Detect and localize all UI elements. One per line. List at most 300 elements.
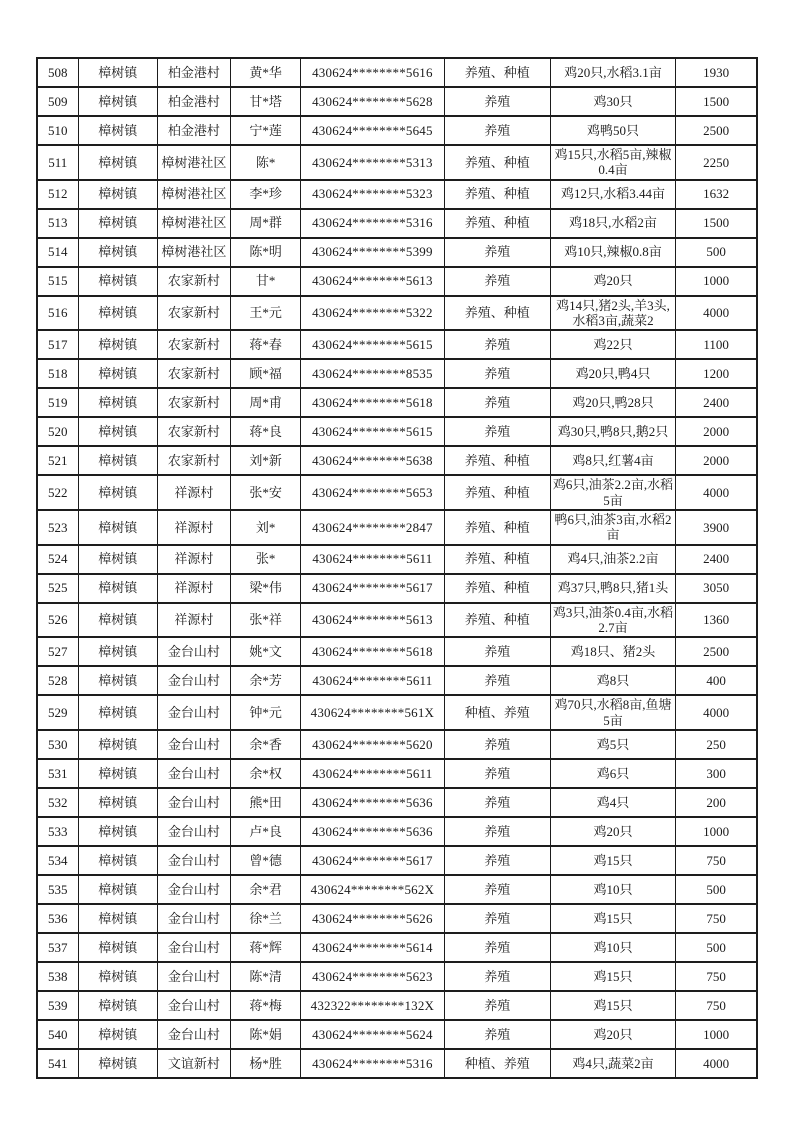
cell-amount: 750 bbox=[676, 846, 757, 875]
cell-category: 养殖、种植 bbox=[444, 209, 550, 238]
cell-seq: 534 bbox=[37, 846, 78, 875]
table-row bbox=[37, 87, 757, 116]
cell-amount: 4000 bbox=[676, 1049, 757, 1078]
cell-details: 鸡20只,鸭4只 bbox=[550, 359, 675, 388]
cell-village: 金台山村 bbox=[157, 962, 230, 991]
subsidy-table bbox=[36, 57, 758, 1079]
cell-name: 陈* bbox=[231, 145, 301, 180]
table-row bbox=[37, 574, 757, 603]
cell-details: 鸡4只,蔬菜2亩 bbox=[550, 1049, 675, 1078]
cell-village: 农家新村 bbox=[157, 267, 230, 296]
cell-category: 养殖 bbox=[444, 330, 550, 359]
cell-name: 张* bbox=[231, 545, 301, 574]
table-row bbox=[37, 116, 757, 145]
cell-details: 鸡18只,水稻2亩 bbox=[550, 209, 675, 238]
cell-name: 蒋*良 bbox=[231, 417, 301, 446]
cell-seq: 530 bbox=[37, 730, 78, 759]
cell-id_number: 430624********5618 bbox=[301, 388, 444, 417]
cell-name: 陈*娟 bbox=[231, 1020, 301, 1049]
cell-name: 蒋*辉 bbox=[231, 933, 301, 962]
cell-town: 樟树镇 bbox=[78, 574, 157, 603]
cell-seq: 512 bbox=[37, 180, 78, 209]
cell-amount: 1200 bbox=[676, 359, 757, 388]
cell-details: 鸡6只,油茶2.2亩,水稻5亩 bbox=[550, 475, 675, 510]
cell-category: 养殖、种植 bbox=[444, 574, 550, 603]
cell-town: 樟树镇 bbox=[78, 603, 157, 638]
cell-seq: 526 bbox=[37, 603, 78, 638]
cell-category: 养殖 bbox=[444, 875, 550, 904]
cell-amount: 1930 bbox=[676, 58, 757, 87]
table-row bbox=[37, 58, 757, 87]
cell-name: 甘* bbox=[231, 267, 301, 296]
cell-name: 徐*兰 bbox=[231, 904, 301, 933]
cell-details: 鸡5只 bbox=[550, 730, 675, 759]
cell-name: 姚*文 bbox=[231, 637, 301, 666]
cell-details: 鸡15只,水稻5亩,辣椒0.4亩 bbox=[550, 145, 675, 180]
cell-details: 鸡8只,红薯4亩 bbox=[550, 446, 675, 475]
cell-amount: 2250 bbox=[676, 145, 757, 180]
cell-seq: 540 bbox=[37, 1020, 78, 1049]
cell-village: 祥源村 bbox=[157, 475, 230, 510]
cell-details: 鸡15只 bbox=[550, 991, 675, 1020]
cell-id_number: 430624********5638 bbox=[301, 446, 444, 475]
cell-amount: 2000 bbox=[676, 417, 757, 446]
table-body bbox=[37, 58, 757, 1078]
cell-id_number: 430624********5613 bbox=[301, 603, 444, 638]
cell-town: 樟树镇 bbox=[78, 209, 157, 238]
cell-town: 樟树镇 bbox=[78, 145, 157, 180]
cell-village: 农家新村 bbox=[157, 359, 230, 388]
table-row bbox=[37, 1020, 757, 1049]
cell-seq: 519 bbox=[37, 388, 78, 417]
table-row bbox=[37, 962, 757, 991]
table-row bbox=[37, 296, 757, 331]
cell-town: 樟树镇 bbox=[78, 296, 157, 331]
cell-seq: 528 bbox=[37, 666, 78, 695]
cell-amount: 200 bbox=[676, 788, 757, 817]
table-row bbox=[37, 904, 757, 933]
cell-town: 樟树镇 bbox=[78, 666, 157, 695]
cell-name: 李*珍 bbox=[231, 180, 301, 209]
cell-id_number: 430624********5616 bbox=[301, 58, 444, 87]
cell-details: 鸡10只,辣椒0.8亩 bbox=[550, 238, 675, 267]
cell-id_number: 430624********5623 bbox=[301, 962, 444, 991]
table-row bbox=[37, 1049, 757, 1078]
cell-name: 张*安 bbox=[231, 475, 301, 510]
cell-category: 养殖、种植 bbox=[444, 510, 550, 545]
cell-id_number: 430624********5611 bbox=[301, 759, 444, 788]
cell-amount: 1000 bbox=[676, 267, 757, 296]
cell-amount: 2000 bbox=[676, 446, 757, 475]
cell-village: 樟树港社区 bbox=[157, 209, 230, 238]
cell-seq: 537 bbox=[37, 933, 78, 962]
cell-town: 樟树镇 bbox=[78, 875, 157, 904]
cell-details: 鸡20只,水稻3.1亩 bbox=[550, 58, 675, 87]
cell-name: 余*芳 bbox=[231, 666, 301, 695]
cell-name: 余*君 bbox=[231, 875, 301, 904]
cell-town: 樟树镇 bbox=[78, 637, 157, 666]
cell-town: 樟树镇 bbox=[78, 388, 157, 417]
cell-name: 张*祥 bbox=[231, 603, 301, 638]
cell-amount: 1100 bbox=[676, 330, 757, 359]
cell-details: 鸡鸭50只 bbox=[550, 116, 675, 145]
cell-village: 柏金港村 bbox=[157, 116, 230, 145]
table-row bbox=[37, 446, 757, 475]
cell-town: 樟树镇 bbox=[78, 330, 157, 359]
cell-village: 金台山村 bbox=[157, 695, 230, 730]
cell-amount: 500 bbox=[676, 875, 757, 904]
cell-amount: 1500 bbox=[676, 87, 757, 116]
cell-amount: 1632 bbox=[676, 180, 757, 209]
cell-village: 祥源村 bbox=[157, 545, 230, 574]
cell-details: 鸡22只 bbox=[550, 330, 675, 359]
cell-village: 柏金港村 bbox=[157, 58, 230, 87]
cell-amount: 1000 bbox=[676, 1020, 757, 1049]
table-row bbox=[37, 666, 757, 695]
cell-town: 樟树镇 bbox=[78, 730, 157, 759]
cell-town: 樟树镇 bbox=[78, 545, 157, 574]
cell-category: 养殖 bbox=[444, 962, 550, 991]
cell-category: 养殖 bbox=[444, 116, 550, 145]
table-row bbox=[37, 846, 757, 875]
cell-details: 鸡3只,油茶0.4亩,水稻2.7亩 bbox=[550, 603, 675, 638]
cell-town: 樟树镇 bbox=[78, 817, 157, 846]
cell-village: 农家新村 bbox=[157, 330, 230, 359]
cell-town: 樟树镇 bbox=[78, 180, 157, 209]
cell-details: 鸡4只,油茶2.2亩 bbox=[550, 545, 675, 574]
cell-name: 刘*新 bbox=[231, 446, 301, 475]
cell-amount: 250 bbox=[676, 730, 757, 759]
cell-amount: 2400 bbox=[676, 545, 757, 574]
cell-category: 养殖 bbox=[444, 933, 550, 962]
cell-details: 鸡37只,鸭8只,猪1头 bbox=[550, 574, 675, 603]
cell-town: 樟树镇 bbox=[78, 991, 157, 1020]
cell-village: 农家新村 bbox=[157, 388, 230, 417]
cell-id_number: 430624********5611 bbox=[301, 545, 444, 574]
cell-village: 金台山村 bbox=[157, 788, 230, 817]
table-row bbox=[37, 637, 757, 666]
cell-village: 金台山村 bbox=[157, 846, 230, 875]
cell-amount: 500 bbox=[676, 238, 757, 267]
cell-category: 养殖 bbox=[444, 759, 550, 788]
cell-id_number: 430624********5618 bbox=[301, 637, 444, 666]
cell-id_number: 430624********5636 bbox=[301, 788, 444, 817]
cell-id_number: 430624********5615 bbox=[301, 330, 444, 359]
cell-seq: 535 bbox=[37, 875, 78, 904]
cell-town: 樟树镇 bbox=[78, 510, 157, 545]
cell-name: 杨*胜 bbox=[231, 1049, 301, 1078]
table-row bbox=[37, 145, 757, 180]
cell-seq: 515 bbox=[37, 267, 78, 296]
table-row bbox=[37, 545, 757, 574]
cell-category: 养殖 bbox=[444, 730, 550, 759]
cell-seq: 508 bbox=[37, 58, 78, 87]
cell-details: 鸡18只、猪2头 bbox=[550, 637, 675, 666]
cell-name: 卢*良 bbox=[231, 817, 301, 846]
cell-category: 养殖 bbox=[444, 238, 550, 267]
cell-name: 顾*福 bbox=[231, 359, 301, 388]
cell-details: 鸡15只 bbox=[550, 904, 675, 933]
cell-name: 甘*塔 bbox=[231, 87, 301, 116]
cell-category: 养殖 bbox=[444, 388, 550, 417]
table-row bbox=[37, 267, 757, 296]
cell-name: 宁*莲 bbox=[231, 116, 301, 145]
cell-amount: 3900 bbox=[676, 510, 757, 545]
table-row bbox=[37, 388, 757, 417]
cell-seq: 541 bbox=[37, 1049, 78, 1078]
cell-details: 鸡20只 bbox=[550, 1020, 675, 1049]
cell-town: 樟树镇 bbox=[78, 238, 157, 267]
cell-category: 养殖、种植 bbox=[444, 446, 550, 475]
cell-village: 祥源村 bbox=[157, 603, 230, 638]
cell-village: 祥源村 bbox=[157, 574, 230, 603]
cell-category: 养殖、种植 bbox=[444, 603, 550, 638]
cell-id_number: 430624********5645 bbox=[301, 116, 444, 145]
cell-amount: 4000 bbox=[676, 475, 757, 510]
cell-details: 鸡10只 bbox=[550, 875, 675, 904]
cell-category: 养殖、种植 bbox=[444, 145, 550, 180]
cell-town: 樟树镇 bbox=[78, 417, 157, 446]
cell-id_number: 430624********5611 bbox=[301, 666, 444, 695]
table-row bbox=[37, 359, 757, 388]
cell-category: 种植、养殖 bbox=[444, 1049, 550, 1078]
cell-seq: 532 bbox=[37, 788, 78, 817]
cell-id_number: 430624********561X bbox=[301, 695, 444, 730]
cell-seq: 510 bbox=[37, 116, 78, 145]
cell-id_number: 430624********562X bbox=[301, 875, 444, 904]
cell-village: 祥源村 bbox=[157, 510, 230, 545]
cell-amount: 1500 bbox=[676, 209, 757, 238]
cell-id_number: 430624********5614 bbox=[301, 933, 444, 962]
cell-id_number: 430624********8535 bbox=[301, 359, 444, 388]
cell-name: 蒋*梅 bbox=[231, 991, 301, 1020]
cell-seq: 509 bbox=[37, 87, 78, 116]
cell-details: 鸡30只 bbox=[550, 87, 675, 116]
cell-village: 金台山村 bbox=[157, 637, 230, 666]
cell-id_number: 430624********5624 bbox=[301, 1020, 444, 1049]
cell-town: 樟树镇 bbox=[78, 267, 157, 296]
cell-seq: 523 bbox=[37, 510, 78, 545]
table-row bbox=[37, 330, 757, 359]
cell-category: 养殖 bbox=[444, 637, 550, 666]
cell-category: 养殖、种植 bbox=[444, 180, 550, 209]
cell-details: 鸡12只,水稻3.44亩 bbox=[550, 180, 675, 209]
cell-category: 养殖、种植 bbox=[444, 58, 550, 87]
cell-name: 刘* bbox=[231, 510, 301, 545]
cell-seq: 513 bbox=[37, 209, 78, 238]
cell-name: 陈*清 bbox=[231, 962, 301, 991]
table-row bbox=[37, 695, 757, 730]
cell-seq: 514 bbox=[37, 238, 78, 267]
cell-category: 养殖 bbox=[444, 87, 550, 116]
cell-seq: 521 bbox=[37, 446, 78, 475]
cell-id_number: 430624********5322 bbox=[301, 296, 444, 331]
cell-village: 金台山村 bbox=[157, 730, 230, 759]
cell-id_number: 430624********5653 bbox=[301, 475, 444, 510]
cell-category: 养殖 bbox=[444, 666, 550, 695]
cell-amount: 2400 bbox=[676, 388, 757, 417]
cell-category: 养殖 bbox=[444, 904, 550, 933]
cell-name: 周*群 bbox=[231, 209, 301, 238]
table-row bbox=[37, 933, 757, 962]
cell-category: 养殖、种植 bbox=[444, 545, 550, 574]
cell-village: 金台山村 bbox=[157, 991, 230, 1020]
cell-village: 金台山村 bbox=[157, 933, 230, 962]
cell-amount: 750 bbox=[676, 962, 757, 991]
cell-seq: 517 bbox=[37, 330, 78, 359]
cell-category: 养殖 bbox=[444, 991, 550, 1020]
cell-seq: 520 bbox=[37, 417, 78, 446]
cell-category: 养殖、种植 bbox=[444, 296, 550, 331]
cell-town: 樟树镇 bbox=[78, 1049, 157, 1078]
cell-town: 樟树镇 bbox=[78, 446, 157, 475]
cell-details: 鸡30只,鸭8只,鹅2只 bbox=[550, 417, 675, 446]
cell-id_number: 430624********5613 bbox=[301, 267, 444, 296]
cell-name: 蒋*春 bbox=[231, 330, 301, 359]
cell-details: 鸡10只 bbox=[550, 933, 675, 962]
cell-name: 陈*明 bbox=[231, 238, 301, 267]
cell-village: 樟树港社区 bbox=[157, 238, 230, 267]
cell-town: 樟树镇 bbox=[78, 359, 157, 388]
cell-category: 种植、养殖 bbox=[444, 695, 550, 730]
cell-town: 樟树镇 bbox=[78, 116, 157, 145]
cell-seq: 529 bbox=[37, 695, 78, 730]
cell-id_number: 430624********5628 bbox=[301, 87, 444, 116]
cell-amount: 2500 bbox=[676, 637, 757, 666]
cell-id_number: 430624********5316 bbox=[301, 209, 444, 238]
table-row bbox=[37, 417, 757, 446]
cell-details: 鸡14只,猪2头,羊3头,水稻3亩,蔬菜2 bbox=[550, 296, 675, 331]
cell-seq: 533 bbox=[37, 817, 78, 846]
cell-amount: 500 bbox=[676, 933, 757, 962]
cell-name: 余*权 bbox=[231, 759, 301, 788]
table-row bbox=[37, 238, 757, 267]
cell-details: 鸡70只,水稻8亩,鱼塘5亩 bbox=[550, 695, 675, 730]
cell-id_number: 430624********5620 bbox=[301, 730, 444, 759]
cell-id_number: 430624********2847 bbox=[301, 510, 444, 545]
table-row bbox=[37, 603, 757, 638]
cell-village: 金台山村 bbox=[157, 875, 230, 904]
cell-village: 金台山村 bbox=[157, 817, 230, 846]
cell-town: 樟树镇 bbox=[78, 475, 157, 510]
cell-category: 养殖 bbox=[444, 359, 550, 388]
cell-amount: 400 bbox=[676, 666, 757, 695]
cell-town: 樟树镇 bbox=[78, 904, 157, 933]
cell-details: 鸡20只 bbox=[550, 817, 675, 846]
cell-seq: 527 bbox=[37, 637, 78, 666]
cell-village: 金台山村 bbox=[157, 904, 230, 933]
cell-id_number: 430624********5615 bbox=[301, 417, 444, 446]
table-row bbox=[37, 475, 757, 510]
cell-details: 鸡8只 bbox=[550, 666, 675, 695]
cell-id_number: 432322********132X bbox=[301, 991, 444, 1020]
cell-category: 养殖 bbox=[444, 1020, 550, 1049]
cell-amount: 300 bbox=[676, 759, 757, 788]
cell-amount: 1360 bbox=[676, 603, 757, 638]
cell-town: 樟树镇 bbox=[78, 58, 157, 87]
cell-village: 农家新村 bbox=[157, 296, 230, 331]
cell-id_number: 430624********5399 bbox=[301, 238, 444, 267]
cell-id_number: 430624********5617 bbox=[301, 846, 444, 875]
cell-id_number: 430624********5617 bbox=[301, 574, 444, 603]
cell-name: 熊*田 bbox=[231, 788, 301, 817]
cell-name: 王*元 bbox=[231, 296, 301, 331]
cell-amount: 750 bbox=[676, 991, 757, 1020]
table-row bbox=[37, 180, 757, 209]
cell-name: 钟*元 bbox=[231, 695, 301, 730]
table-row bbox=[37, 875, 757, 904]
cell-details: 鸡20只 bbox=[550, 267, 675, 296]
cell-name: 余*香 bbox=[231, 730, 301, 759]
cell-amount: 4000 bbox=[676, 296, 757, 331]
cell-seq: 522 bbox=[37, 475, 78, 510]
cell-details: 鸡20只,鸭28只 bbox=[550, 388, 675, 417]
cell-details: 鸡15只 bbox=[550, 846, 675, 875]
cell-amount: 2500 bbox=[676, 116, 757, 145]
cell-seq: 516 bbox=[37, 296, 78, 331]
cell-town: 樟树镇 bbox=[78, 933, 157, 962]
cell-id_number: 430624********5636 bbox=[301, 817, 444, 846]
cell-village: 农家新村 bbox=[157, 446, 230, 475]
cell-village: 樟树港社区 bbox=[157, 145, 230, 180]
cell-category: 养殖 bbox=[444, 788, 550, 817]
cell-name: 黄*华 bbox=[231, 58, 301, 87]
cell-name: 曾*德 bbox=[231, 846, 301, 875]
cell-id_number: 430624********5316 bbox=[301, 1049, 444, 1078]
cell-town: 樟树镇 bbox=[78, 846, 157, 875]
cell-category: 养殖 bbox=[444, 846, 550, 875]
cell-town: 樟树镇 bbox=[78, 695, 157, 730]
cell-seq: 536 bbox=[37, 904, 78, 933]
cell-name: 周*甫 bbox=[231, 388, 301, 417]
cell-village: 柏金港村 bbox=[157, 87, 230, 116]
cell-seq: 524 bbox=[37, 545, 78, 574]
cell-amount: 3050 bbox=[676, 574, 757, 603]
cell-village: 金台山村 bbox=[157, 1020, 230, 1049]
table-row bbox=[37, 817, 757, 846]
cell-seq: 531 bbox=[37, 759, 78, 788]
cell-category: 养殖、种植 bbox=[444, 475, 550, 510]
cell-name: 梁*伟 bbox=[231, 574, 301, 603]
cell-id_number: 430624********5313 bbox=[301, 145, 444, 180]
cell-town: 樟树镇 bbox=[78, 1020, 157, 1049]
cell-town: 樟树镇 bbox=[78, 962, 157, 991]
table-row bbox=[37, 991, 757, 1020]
cell-details: 鸡15只 bbox=[550, 962, 675, 991]
cell-amount: 1000 bbox=[676, 817, 757, 846]
cell-seq: 538 bbox=[37, 962, 78, 991]
cell-id_number: 430624********5626 bbox=[301, 904, 444, 933]
table-row bbox=[37, 209, 757, 238]
cell-id_number: 430624********5323 bbox=[301, 180, 444, 209]
cell-seq: 539 bbox=[37, 991, 78, 1020]
cell-details: 鸡4只 bbox=[550, 788, 675, 817]
table-row bbox=[37, 759, 757, 788]
cell-amount: 4000 bbox=[676, 695, 757, 730]
table-row bbox=[37, 788, 757, 817]
cell-town: 樟树镇 bbox=[78, 759, 157, 788]
cell-village: 农家新村 bbox=[157, 417, 230, 446]
cell-amount: 750 bbox=[676, 904, 757, 933]
cell-seq: 525 bbox=[37, 574, 78, 603]
cell-details: 鸡6只 bbox=[550, 759, 675, 788]
cell-village: 文谊新村 bbox=[157, 1049, 230, 1078]
cell-town: 樟树镇 bbox=[78, 87, 157, 116]
cell-seq: 518 bbox=[37, 359, 78, 388]
cell-seq: 511 bbox=[37, 145, 78, 180]
cell-village: 金台山村 bbox=[157, 759, 230, 788]
cell-category: 养殖 bbox=[444, 267, 550, 296]
